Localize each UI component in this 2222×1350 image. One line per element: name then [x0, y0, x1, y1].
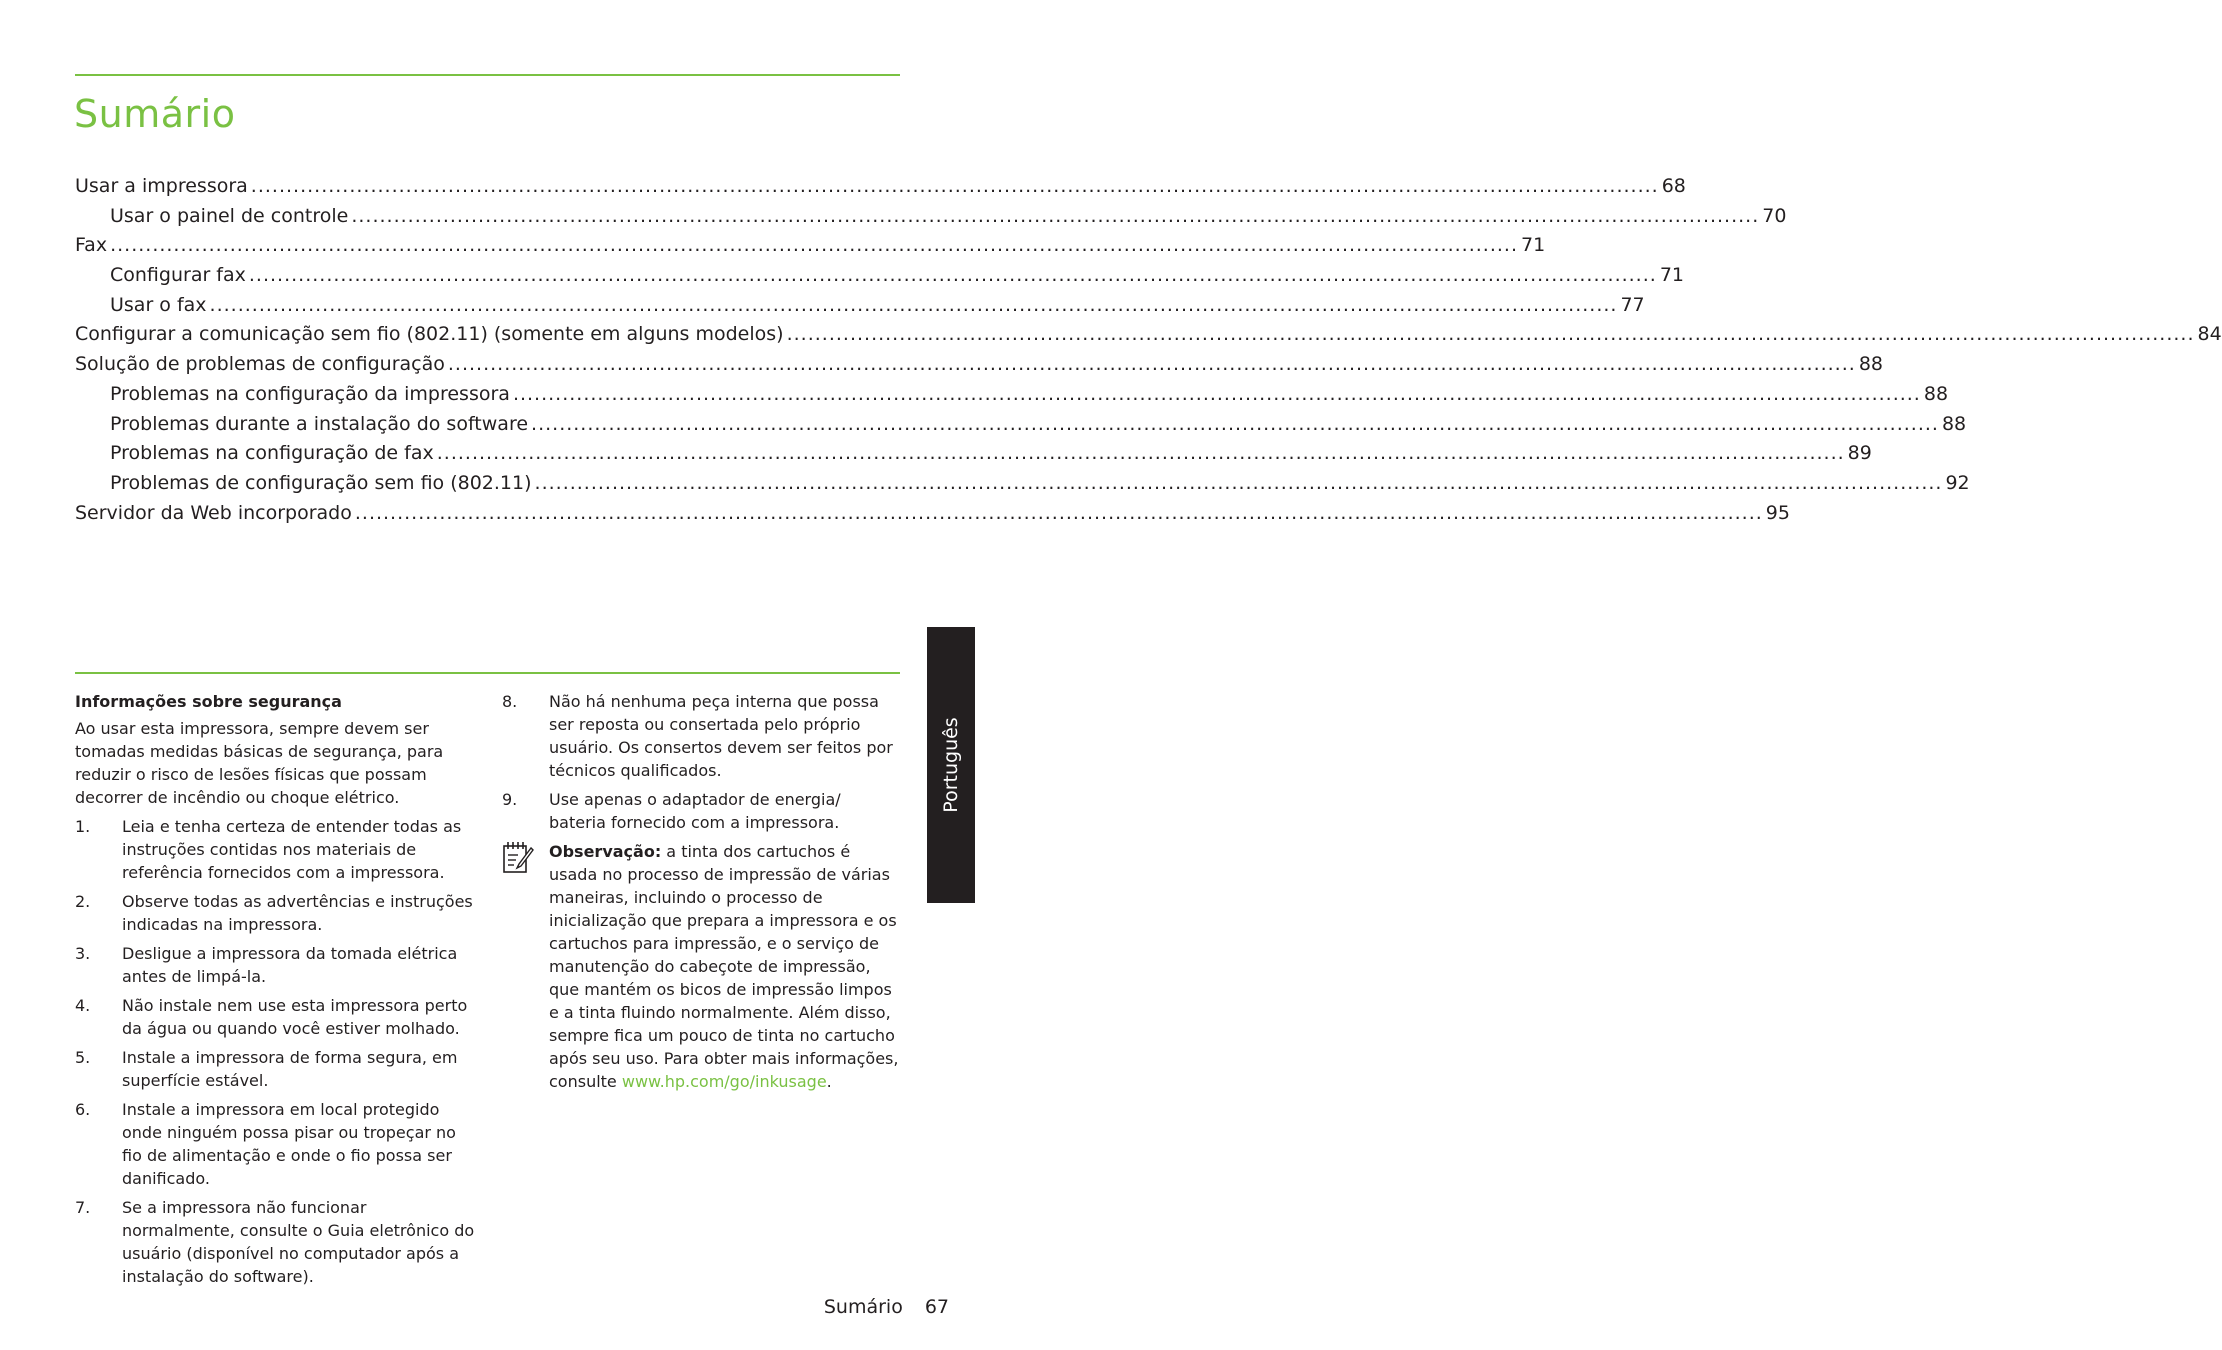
- page-footer: [824, 1296, 949, 1318]
- safety-item-text: Se a impressora não funcionar normalmente, consulte o Guia eletrônico do usuário (disponível no computador após a instalação do software).: [122, 1198, 475, 1286]
- toc-entry-title: Usar o painel de controle: [110, 204, 349, 227]
- safety-item: [75, 1046, 480, 1092]
- toc-entry-title: Servidor da Web incorporado: [75, 501, 352, 524]
- safety-item-text: Instale a impressora em local protegido onde ninguém possa pisar ou tropeçar no fio de alimentação e onde o fio possa ser danificado.: [122, 1100, 456, 1188]
- safety-item-number: 8.: [502, 692, 518, 711]
- toc-entry[interactable]: [75, 382, 1949, 413]
- toc-entry-title: Fax: [75, 234, 108, 257]
- toc-entry-page: 95: [1765, 501, 1790, 524]
- note-icon: [502, 840, 549, 1093]
- safety-item-text: Use apenas o adaptador de energia/ bateria fornecido com a impressora.: [549, 790, 841, 832]
- toc-leader-dots: ........................................................................................................................................................................................................: [209, 293, 1618, 316]
- section-divider: [75, 672, 900, 674]
- toc-entry-page: 68: [1661, 175, 1686, 197]
- toc-leader-dots: ........................................................................................................................................................................................................: [436, 442, 1845, 465]
- toc-entry[interactable]: [75, 471, 1970, 502]
- toc-entry-page: 89: [1847, 442, 1872, 465]
- toc-entry-title: Problemas de configuração sem fio (802.11): [110, 471, 532, 494]
- inkusage-link[interactable]: www.hp.com/go/inkusage: [621, 1072, 827, 1091]
- toc-entry-page: 84: [2197, 323, 2222, 346]
- toc-entry-page: 88: [1941, 412, 1967, 435]
- toc-entry-title: Problemas na configuração de fax: [110, 442, 434, 465]
- language-tab-label: Português: [940, 717, 962, 813]
- page-number: 67: [924, 1296, 949, 1318]
- toc-entry[interactable]: [75, 204, 1787, 235]
- top-divider: [75, 74, 900, 76]
- table-of-contents: [75, 175, 2222, 531]
- page-title: Sumário: [74, 92, 236, 136]
- safety-item-number: 4.: [75, 996, 91, 1015]
- language-tab: [927, 627, 975, 903]
- toc-leader-dots: ........................................................................................................................................................................................................: [248, 264, 1657, 287]
- safety-item-text: Leia e tenha certeza de entender todas as instruções contidas nos materiais de referência fornecidos com a impressora.: [122, 817, 462, 882]
- safety-item-number: 3.: [75, 944, 91, 963]
- toc-leader-dots: ........................................................................................................................................................................................................: [351, 204, 1760, 227]
- toc-entry[interactable]: [75, 323, 2222, 353]
- safety-item: [75, 1196, 480, 1288]
- toc-leader-dots: ........................................................................................................................................................................................................: [354, 501, 1763, 524]
- toc-entry-page: 71: [1521, 234, 1546, 257]
- toc-entry-page: 71: [1659, 264, 1684, 287]
- toc-leader-dots: ........................................................................................................................................................................................................: [110, 234, 1518, 257]
- toc-entry-page: 88: [1923, 382, 1949, 405]
- safety-list-continued: [502, 690, 902, 834]
- note-end: .: [826, 1072, 832, 1091]
- safety-heading: Informações sobre segurança: [75, 692, 342, 711]
- note-text: [549, 840, 902, 1093]
- toc-entry[interactable]: [75, 175, 1686, 205]
- toc-leader-dots: ........................................................................................................................................................................................................: [786, 323, 2195, 346]
- toc-entry[interactable]: [75, 442, 1872, 472]
- toc-entry-title: Problemas durante a instalação do software: [110, 412, 529, 435]
- footer-label: Sumário: [823, 1296, 903, 1318]
- safety-column-right: [502, 690, 902, 1093]
- safety-item-number: 7.: [75, 1198, 91, 1217]
- safety-item-text: Observe todas as advertências e instruções indicadas na impressora.: [122, 892, 473, 934]
- toc-entry[interactable]: [75, 234, 1546, 264]
- toc-entry-page: 88: [1858, 353, 1883, 376]
- safety-item: [75, 890, 480, 936]
- note-body: a tinta dos cartuchos é usada no processo de impressão de várias maneiras, incluindo o processo de inicialização que prepara a impressora e os cartuchos para impressão, e o serviço de manutenção do cabeçote de impressão, que mantém os bicos de impressão limpos e a tinta fluindo normalmente. Além disso, sempre fica um pouco de tinta no cartucho após seu uso. Para obter mais informações, consulte: [549, 842, 899, 1091]
- toc-entry-title: Configurar a comunicação sem fio (802.11) (somente em alguns modelos): [75, 323, 784, 346]
- toc-entry-title: Configurar fax: [110, 264, 246, 287]
- safety-item-number: 1.: [75, 817, 91, 836]
- toc-entry[interactable]: [75, 293, 1645, 324]
- safety-item-number: 2.: [75, 892, 91, 911]
- safety-item-number: 9.: [502, 790, 518, 809]
- toc-entry-page: 92: [1945, 471, 1970, 494]
- toc-entry[interactable]: [75, 412, 1967, 443]
- safety-item-text: Instale a impressora de forma segura, em superfície estável.: [122, 1048, 458, 1090]
- safety-item: [75, 994, 480, 1040]
- toc-entry-title: Solução de problemas de configuração: [75, 353, 445, 376]
- safety-item: [75, 942, 480, 988]
- toc-entry[interactable]: [75, 264, 1684, 294]
- toc-entry-title: Usar a impressora: [75, 175, 248, 197]
- note-label: Observação:: [549, 842, 662, 861]
- safety-item: [502, 690, 902, 782]
- safety-list: [75, 815, 480, 1288]
- safety-item-number: 5.: [75, 1048, 91, 1067]
- toc-leader-dots: ........................................................................................................................................................................................................: [531, 412, 1939, 435]
- toc-entry[interactable]: [75, 353, 1883, 383]
- toc-entry-page: 70: [1762, 204, 1787, 227]
- safety-item: [75, 1098, 480, 1190]
- toc-entry-title: Problemas na configuração da impressora: [110, 382, 510, 405]
- safety-item: [502, 788, 902, 834]
- safety-item-number: 6.: [75, 1100, 91, 1119]
- toc-leader-dots: ........................................................................................................................................................................................................: [250, 175, 1659, 197]
- toc-leader-dots: ........................................................................................................................................................................................................: [534, 471, 1943, 494]
- safety-item-text: Não instale nem use esta impressora perto da água ou quando você estiver molhado.: [122, 996, 468, 1038]
- toc-entry[interactable]: [75, 501, 1790, 532]
- safety-item-text: Desligue a impressora da tomada elétrica antes de limpá-la.: [122, 944, 458, 986]
- safety-item-text: Não há nenhuma peça interna que possa ser reposta ou consertada pelo próprio usuário. Os consertos devem ser feitos por técnicos qualificados.: [549, 692, 893, 780]
- safety-column: [75, 690, 480, 1294]
- note: [502, 840, 902, 1093]
- toc-entry-title: Usar o fax: [110, 293, 207, 316]
- safety-item: [75, 815, 480, 884]
- toc-leader-dots: ........................................................................................................................................................................................................: [512, 382, 1921, 405]
- toc-leader-dots: ........................................................................................................................................................................................................: [447, 353, 1856, 376]
- toc-entry-page: 77: [1620, 293, 1645, 316]
- safety-intro: Ao usar esta impressora, sempre devem ser tomadas medidas básicas de segurança, para reduzir o risco de lesões físicas que possam decorrer de incêndio ou choque elétrico.: [75, 719, 444, 807]
